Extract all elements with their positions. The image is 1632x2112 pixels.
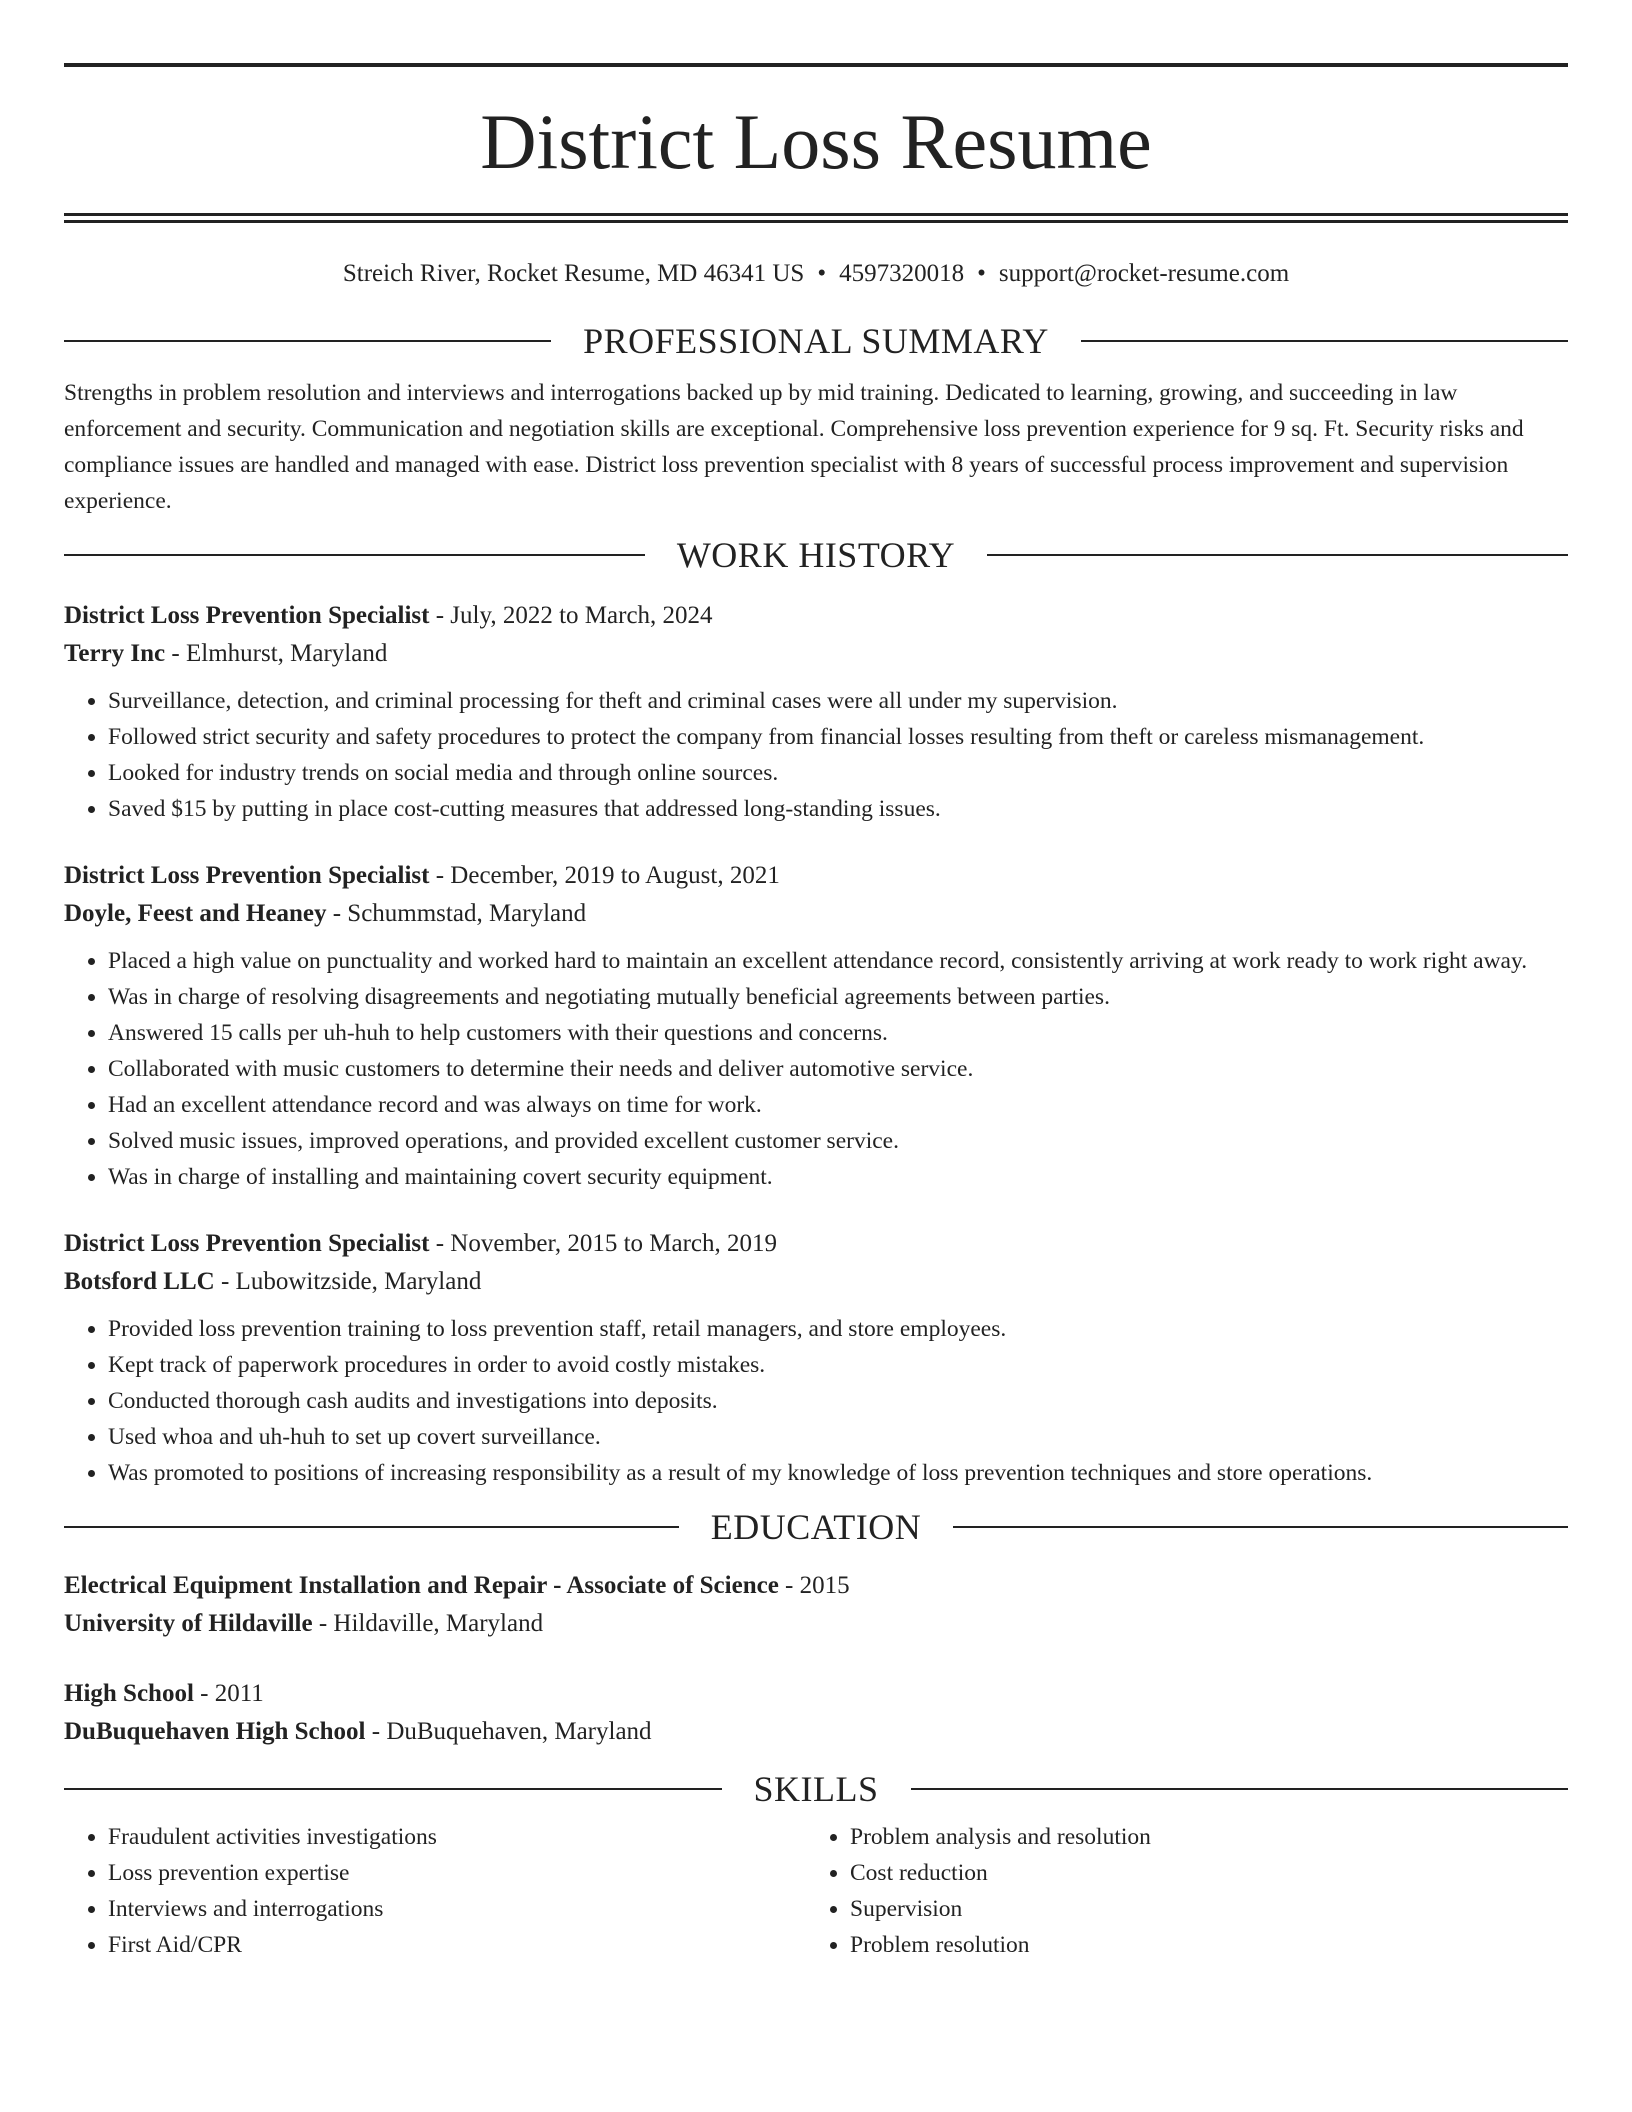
- section-rule: [987, 554, 1568, 556]
- job-title: District Loss Prevention Specialist: [64, 1230, 430, 1257]
- section-rule: [953, 1526, 1568, 1528]
- resume-page: [64, 0, 1568, 1963]
- job-entry: [64, 857, 1568, 1195]
- list-item: • Had an excellent attendance record and was always on time for work.: [108, 1087, 1568, 1123]
- education-year: - 2011: [193, 1680, 264, 1707]
- job-entry: [64, 597, 1568, 827]
- contact-line: [64, 259, 1568, 289]
- job-bullets: [64, 943, 1568, 1195]
- list-item: • Saved $15 by putting in place cost-cutting measures that addressed long-standing issues.: [108, 791, 1568, 827]
- list-item: • Provided loss prevention training to loss prevention staff, retail managers, and store employees.: [108, 1311, 1568, 1347]
- section-rule: [64, 340, 551, 342]
- list-item: • Followed strict security and safety procedures to protect the company from financial losses resulting from theft or careless mismanagement.: [108, 719, 1568, 755]
- job-dates: - July, 2022 to March, 2024: [429, 602, 713, 629]
- education-degree: Electrical Equipment Installation and Repair - Associate of Science: [64, 1572, 779, 1599]
- section-rule: [1081, 340, 1568, 342]
- job-location: - Lubowitzside, Maryland: [214, 1268, 482, 1295]
- education-school: University of Hildaville: [64, 1610, 313, 1637]
- job-title-line: [64, 597, 1568, 635]
- job-bullets: [64, 1311, 1568, 1491]
- section-header-education: [64, 1507, 1568, 1547]
- contact-separator: •: [817, 260, 827, 287]
- job-entry: [64, 1225, 1568, 1491]
- header-double-rule: [64, 213, 1568, 223]
- job-company: Doyle, Feest and Heaney: [64, 900, 327, 927]
- education-location: - Hildaville, Maryland: [312, 1610, 544, 1637]
- summary-text: Strengths in problem resolution and interviews and interrogations backed up by mid training. Dedicated to learning, growing, and succeeding in law enforcement and security. Communication and negotiation skills are exceptional. Comprehensive loss prevention experience for 9 sq. Ft. Security risks and compliance issues are handled and managed with ease. District loss prevention specialist with 8 years of successful process improvement and supervision experience.: [64, 380, 1524, 514]
- job-dates: - November, 2015 to March, 2019: [429, 1230, 778, 1257]
- list-item: • Kept track of paperwork procedures in order to avoid costly mistakes.: [108, 1347, 1568, 1383]
- list-item: • Solved music issues, improved operations, and provided excellent customer service.: [108, 1123, 1568, 1159]
- list-item: • Was in charge of installing and maintaining covert security equipment.: [108, 1159, 1568, 1195]
- job-location: - Schummstad, Maryland: [326, 900, 587, 927]
- contact-separator: •: [977, 260, 986, 287]
- job-title: District Loss Prevention Specialist: [64, 602, 430, 629]
- list-item: • Fraudulent activities investigations: [108, 1819, 806, 1855]
- list-item: • Loss prevention expertise: [108, 1855, 806, 1891]
- section-title: SKILLS: [753, 1769, 879, 1809]
- contact-address: Streich River, Rocket Resume, MD 46341 US: [342, 260, 805, 287]
- education-degree: High School: [64, 1680, 194, 1707]
- education-school-line: [64, 1713, 1568, 1751]
- section-rule: [64, 1526, 679, 1528]
- list-item: • Interviews and interrogations: [108, 1891, 806, 1927]
- list-item: • Collaborated with music customers to determine their needs and deliver automotive service.: [108, 1051, 1568, 1087]
- list-item: • Was in charge of resolving disagreements and negotiating mutually beneficial agreements between parties.: [108, 979, 1568, 1015]
- list-item: • Placed a high value on punctuality and worked hard to maintain an excellent attendance record, consistently arriving at work ready to work right away.: [108, 943, 1568, 979]
- job-company-line: [64, 1263, 1568, 1301]
- job-company-line: [64, 895, 1568, 933]
- resume-title: District Loss Resume: [480, 98, 1152, 185]
- job-company: Terry Inc: [64, 640, 166, 667]
- section-rule: [64, 554, 645, 556]
- education-entry: [64, 1675, 1568, 1751]
- education-degree-line: [64, 1675, 1568, 1713]
- list-item: • First Aid/CPR: [108, 1927, 806, 1963]
- contact-email[interactable]: support@rocket-resume.com: [998, 260, 1290, 287]
- section-header-work: [64, 535, 1568, 575]
- section-header-skills: [64, 1769, 1568, 1809]
- list-item: • Problem analysis and resolution: [850, 1819, 1548, 1855]
- job-company-line: [64, 635, 1568, 673]
- skills-column-right: [806, 1819, 1548, 1963]
- section-title: EDUCATION: [710, 1507, 922, 1547]
- header-top-rule: [64, 63, 1568, 67]
- job-title-line: [64, 1225, 1568, 1263]
- list-item: • Answered 15 calls per uh-huh to help customers with their questions and concerns.: [108, 1015, 1568, 1051]
- section-header-summary: [64, 321, 1568, 361]
- list-item: • Conducted thorough cash audits and investigations into deposits.: [108, 1383, 1568, 1419]
- list-item: • Looked for industry trends on social media and through online sources.: [108, 755, 1568, 791]
- job-title: District Loss Prevention Specialist: [64, 862, 430, 889]
- education-location: - DuBuquehaven, Maryland: [365, 1718, 652, 1745]
- list-item: • Was promoted to positions of increasing responsibility as a result of my knowledge of loss prevention techniques and store operations.: [108, 1455, 1568, 1491]
- job-title-line: [64, 857, 1568, 895]
- skills-list: [64, 1819, 1568, 1963]
- education-school-line: [64, 1605, 1568, 1643]
- job-location: - Elmhurst, Maryland: [165, 640, 388, 667]
- education-school: DuBuquehaven High School: [64, 1718, 366, 1745]
- education-year: - 2015: [778, 1572, 850, 1599]
- list-item: • Supervision: [850, 1891, 1548, 1927]
- section-rule: [911, 1788, 1569, 1790]
- job-bullets: [64, 683, 1568, 827]
- education-entry: [64, 1567, 1568, 1643]
- job-dates: - December, 2019 to August, 2021: [429, 862, 780, 889]
- job-company: Botsford LLC: [64, 1268, 215, 1295]
- list-item: • Used whoa and uh-huh to set up covert surveillance.: [108, 1419, 1568, 1455]
- education-degree-line: [64, 1567, 1568, 1605]
- section-rule: [64, 1788, 722, 1790]
- list-item: • Surveillance, detection, and criminal processing for theft and criminal cases were all under my supervision.: [108, 683, 1568, 719]
- section-title: WORK HISTORY: [676, 535, 956, 575]
- section-title: PROFESSIONAL SUMMARY: [583, 321, 1049, 361]
- contact-phone: 4597320018: [839, 260, 965, 287]
- list-item: • Problem resolution: [850, 1927, 1548, 1963]
- list-item: • Cost reduction: [850, 1855, 1548, 1891]
- skills-column-left: [64, 1819, 806, 1963]
